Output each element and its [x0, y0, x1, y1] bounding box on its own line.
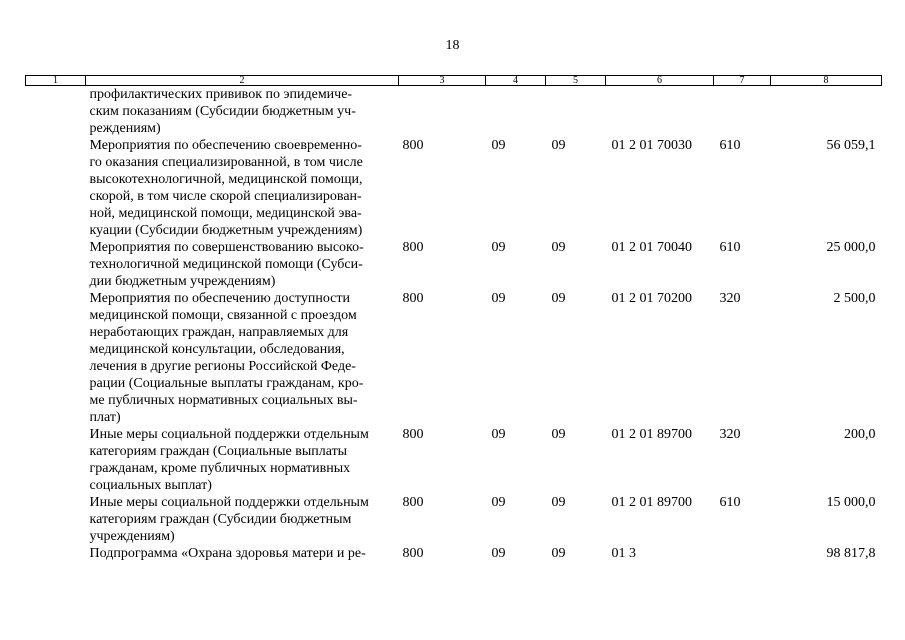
cell-c5: 09 — [551, 138, 566, 153]
cell-c5 — [546, 86, 606, 138]
cell-c8: 2 500,0 — [833, 291, 876, 306]
cell-col-1 — [26, 426, 86, 494]
cell-c6: 01 2 01 89700 — [611, 495, 692, 510]
cell-description: Мероприятия по совершенствованию высоко- технологичной медицинской помощи (Субси- дии бюджетным учреждениям) — [89, 240, 364, 289]
cell-c5: 09 — [551, 291, 566, 306]
cell-c5: 09 — [551, 240, 566, 255]
cell-description: Иные меры социальной поддержки отдельным категориям граждан (Субсидии бюджетным учреждениям) — [89, 495, 369, 544]
cell-c8 — [771, 86, 882, 138]
cell-c8: 15 000,0 — [826, 495, 876, 510]
cell-col-1 — [26, 86, 86, 138]
page-number: 18 — [445, 38, 460, 53]
cell-col-1 — [26, 137, 86, 239]
cell-c5: 09 — [551, 427, 566, 442]
table-row — [26, 494, 882, 545]
cell-c8: 56 059,1 — [826, 138, 876, 153]
cell-c3: 800 — [402, 291, 424, 306]
cell-c6 — [606, 86, 714, 138]
cell-c7 — [714, 545, 771, 562]
cell-c6: 01 3 — [611, 546, 636, 561]
cell-c4 — [486, 86, 546, 138]
cell-c7: 610 — [719, 138, 741, 153]
cell-c7 — [714, 86, 771, 138]
column-header-5: 5 — [546, 76, 606, 86]
cell-c8: 25 000,0 — [826, 240, 876, 255]
cell-c6: 01 2 01 70200 — [611, 291, 692, 306]
cell-c4: 09 — [491, 546, 506, 561]
table-row — [26, 290, 882, 426]
table-row — [26, 86, 882, 138]
column-header-3: 3 — [399, 76, 486, 86]
column-header-4: 4 — [486, 76, 546, 86]
cell-c3 — [399, 86, 486, 138]
budget-table — [25, 75, 882, 562]
table-row — [26, 426, 882, 494]
table-row — [26, 545, 882, 562]
cell-description: Иные меры социальной поддержки отдельным категориям граждан (Социальные выплаты гражданам, кроме публичных нормативных социальных выплат) — [89, 427, 369, 493]
cell-c4: 09 — [491, 240, 506, 255]
cell-description: профилактических прививок по эпидемиче- ским показаниям (Субсидии бюджетным уч- реждениям) — [89, 87, 356, 136]
cell-description: Мероприятия по обеспечению своевременно- го оказания специализированной, в том числе высокотехнологичной, медицинской помощи, скорой, в том числе скорой специализирован- ной, медицинской помощи, медицинской эва- куации (Субсидии бюджетным учреждениям) — [89, 138, 363, 238]
cell-c3: 800 — [402, 138, 424, 153]
cell-col-1 — [26, 545, 86, 562]
cell-c4: 09 — [491, 495, 506, 510]
column-header-6: 6 — [606, 76, 714, 86]
column-header-8: 8 — [771, 76, 882, 86]
column-header-7: 7 — [714, 76, 771, 86]
cell-c6: 01 2 01 89700 — [611, 427, 692, 442]
cell-c3: 800 — [402, 240, 424, 255]
cell-c5: 09 — [551, 495, 566, 510]
header-row — [26, 76, 882, 86]
cell-c4: 09 — [491, 291, 506, 306]
cell-col-1 — [26, 239, 86, 290]
column-header-2: 2 — [86, 76, 399, 86]
cell-c6: 01 2 01 70040 — [611, 240, 692, 255]
cell-c3: 800 — [402, 427, 424, 442]
cell-col-1 — [26, 494, 86, 545]
cell-c3: 800 — [402, 546, 424, 561]
cell-c7: 610 — [719, 240, 741, 255]
column-header-1: 1 — [26, 76, 86, 86]
cell-description: Мероприятия по обеспечению доступности медицинской помощи, связанной с проездом неработающих граждан, направляемых для медицинской консультации, обследования, лечения в другие регионы Российской Феде- рации (Социальные выплаты гражданам, кро- ме публичных нормативных социальных вы- плат) — [89, 291, 364, 425]
table-row — [26, 239, 882, 290]
cell-c5: 09 — [551, 546, 566, 561]
cell-c4: 09 — [491, 138, 506, 153]
cell-c4: 09 — [491, 427, 506, 442]
cell-c7: 320 — [719, 427, 741, 442]
table-body — [26, 86, 882, 563]
cell-c8: 98 817,8 — [826, 546, 876, 561]
cell-c7: 610 — [719, 495, 741, 510]
cell-c7: 320 — [719, 291, 741, 306]
cell-c6: 01 2 01 70030 — [611, 138, 692, 153]
cell-description: Подпрограмма «Охрана здоровья матери и ре- — [89, 546, 366, 561]
cell-c3: 800 — [402, 495, 424, 510]
table-row — [26, 137, 882, 239]
cell-c8: 200,0 — [844, 427, 876, 442]
cell-col-1 — [26, 290, 86, 426]
